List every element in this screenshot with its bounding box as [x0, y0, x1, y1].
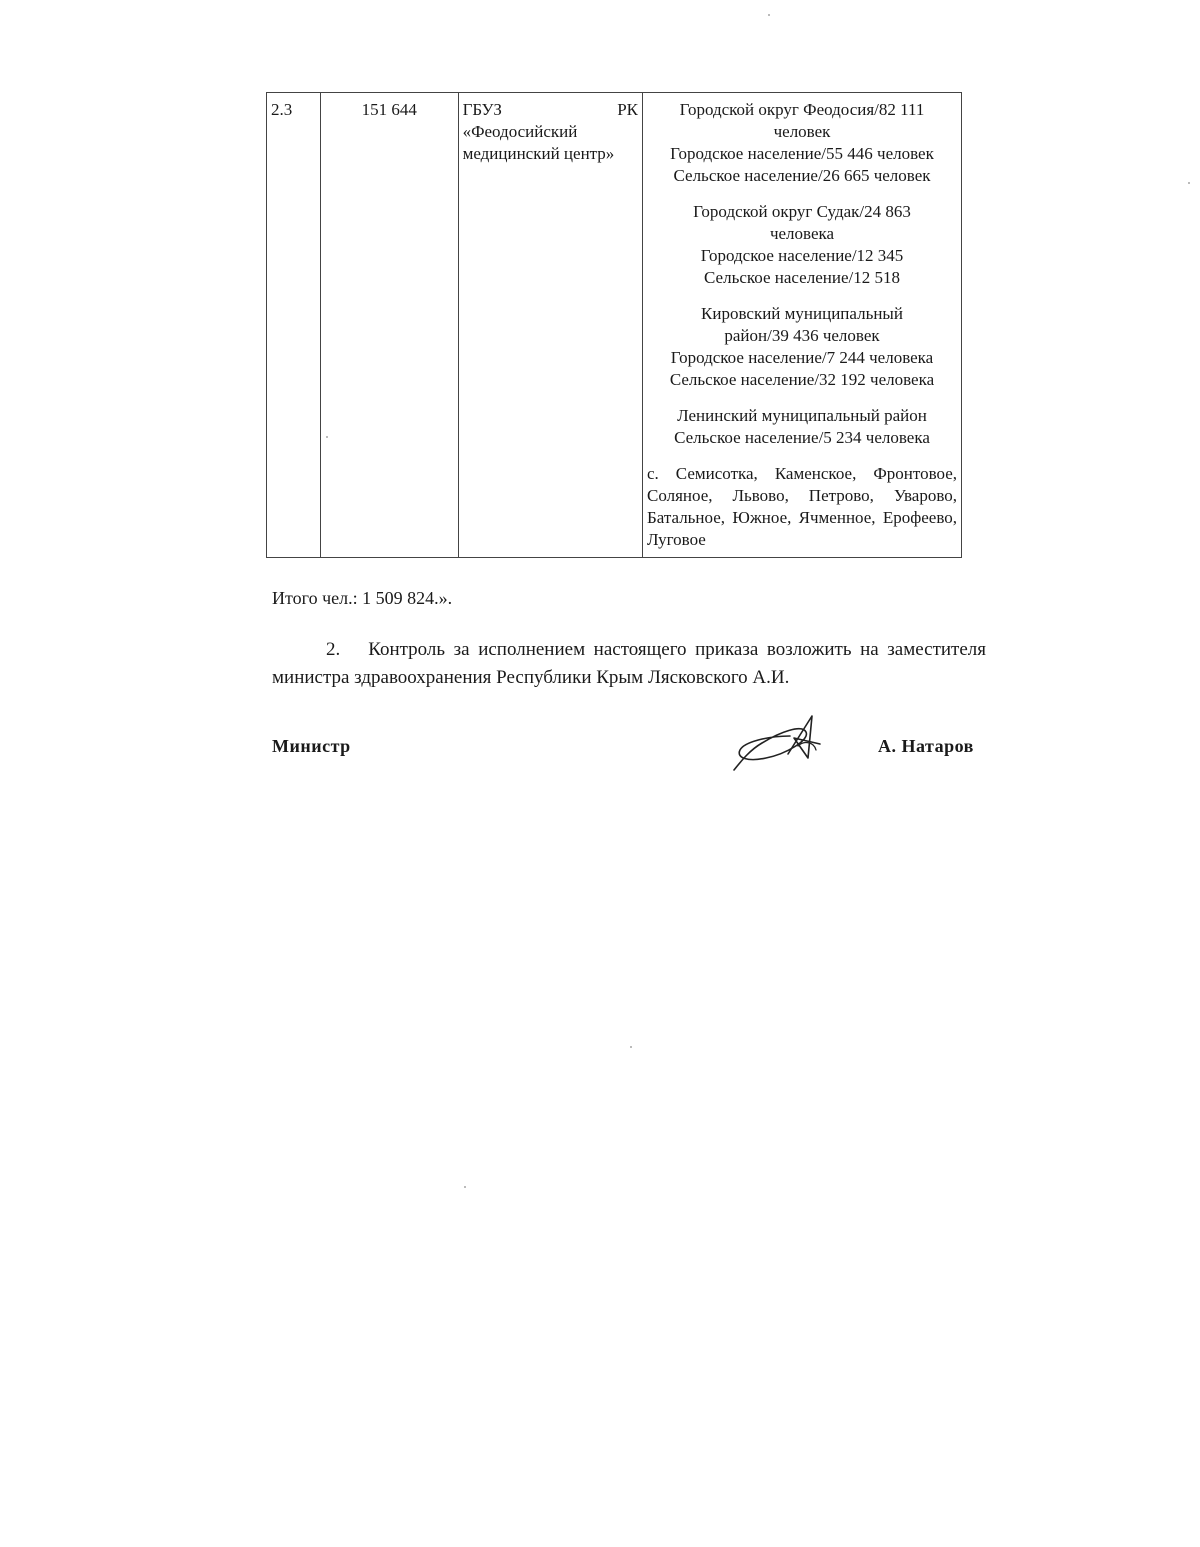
- row-number-cell: [267, 93, 321, 558]
- total-population: Итого чел.: 1 509 824.».: [272, 588, 453, 608]
- paragraph-number: 2.: [326, 639, 341, 660]
- area-kirovsky-line-4: Сельское население/32 192 человека: [669, 370, 935, 389]
- area-feodosia-line-1: Городской округ Феодосия/82 111: [679, 100, 925, 119]
- assignment-table: [266, 92, 962, 558]
- signer-name: А. Натаров: [878, 736, 974, 756]
- population-value: 151 644: [361, 100, 417, 119]
- population-cell: [321, 93, 459, 558]
- area-kirovsky: [647, 303, 957, 391]
- service-area-cell: [643, 93, 962, 558]
- area-feodosia: [647, 99, 957, 187]
- area-leninsky: [647, 405, 957, 449]
- paragraph-2: [272, 636, 986, 692]
- signature-icon: [728, 710, 828, 772]
- organization-line-1: [463, 99, 638, 121]
- area-kirovsky-line-2: район/39 436 человек: [724, 326, 880, 345]
- area-kirovsky-line-3: Городское население/7 244 человека: [670, 348, 934, 367]
- area-feodosia-line-4: Сельское население/26 665 человек: [673, 166, 931, 185]
- area-feodosia-line-2: человек: [773, 122, 831, 141]
- scan-speck: [630, 1046, 632, 1048]
- area-kirovsky-line-1: Кировский муниципальный: [701, 304, 903, 323]
- villages-list: с. Семисотка, Каменское, Фронтовое, Соляное, Львово, Петрово, Уварово, Батальное, Южное, Ячменное, Ерофеево, Луговое: [647, 464, 957, 549]
- area-sudak-line-1: Городской округ Судак/24 863: [693, 202, 911, 221]
- area-sudak-line-4: Сельское население/12 518: [704, 268, 900, 287]
- scan-speck: [1188, 182, 1190, 184]
- scan-speck: [768, 14, 770, 16]
- paragraph-text: Контроль за исполнением настоящего приказа возложить на заместителя министра здравоохранения Республики Крым Лясковского А.И.: [272, 639, 986, 688]
- area-sudak-line-3: Городское население/12 345: [700, 246, 904, 265]
- organization-cell: [458, 93, 642, 558]
- area-feodosia-line-3: Городское население/55 446 человек: [670, 144, 934, 163]
- area-leninsky-line-1: Ленинский муниципальный район: [677, 406, 927, 425]
- area-leninsky-line-2: Сельское население/5 234 человека: [674, 428, 930, 447]
- scan-speck: [464, 1186, 466, 1188]
- area-sudak: [647, 201, 957, 289]
- organization-region: РК: [617, 100, 638, 119]
- scan-speck: [326, 436, 328, 438]
- organization-line-3: медицинский центр»: [462, 144, 615, 163]
- organization-type: ГБУЗ: [462, 100, 502, 119]
- signer-position: Министр: [272, 736, 351, 756]
- area-sudak-line-2: человека: [769, 224, 835, 243]
- organization-line-2: «Феодосийский: [462, 122, 578, 141]
- table-row: [267, 93, 962, 558]
- row-number: 2.3: [271, 100, 293, 119]
